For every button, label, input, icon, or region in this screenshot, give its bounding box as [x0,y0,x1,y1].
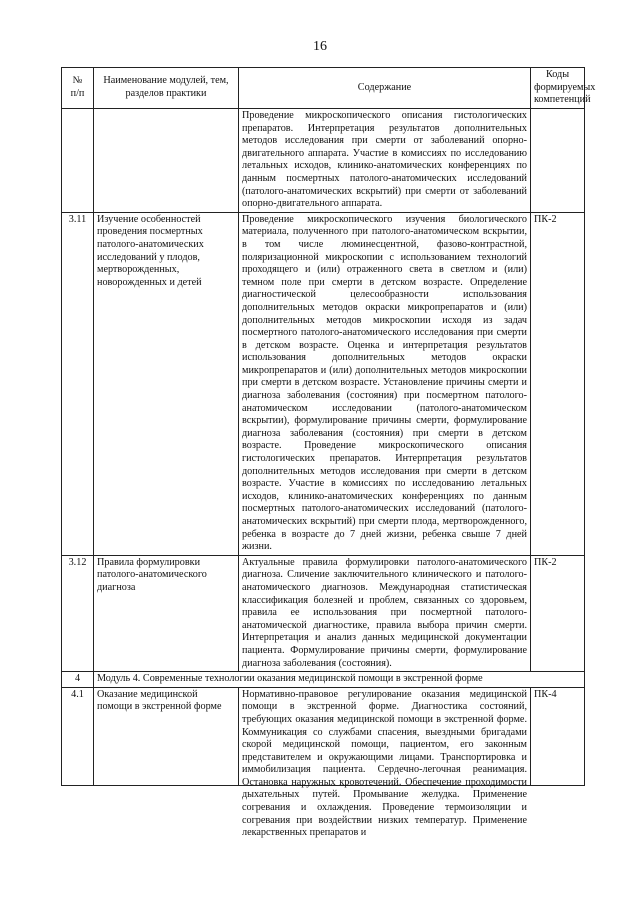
row-name [94,109,239,213]
header-content: Содержание [239,68,531,109]
row-name: Оказание медицинской помощи в экстренной форме [94,687,239,785]
header-num: № п/п [62,68,94,109]
header-name: Наименование модулей, тем, разделов практики [94,68,239,109]
row-name: Правила формулировки патолого-анатомического диагноза [94,555,239,671]
row-num: 4.1 [62,687,94,785]
row-num: 3.12 [62,555,94,671]
row-content-text: Нормативно-правовое регулирование оказания медицинской помощи в экстренной форме. Диагностика состояний, требующих оказания медицинской помощи в экстренной форме. Коммуникация со службами спасения, выездными бригадами скорой медицинской помощи, пациентом, его законным представителем и окружающими лицами. Транспортировка и иммобилизация пациента. Сердечно-легочная реанимация. Остановка наружных кровотечений. Обеспечение проходимости дыхательных путей. Промывание желудка. Применение согревания и охлаждения. Проведение термоизоляции и согревания при воздействии низких температур. Применение лекарственных препаратов и [242,688,527,839]
row-num [62,109,94,213]
row-name: Изучение особенностей проведения посмертных патолого-анатомических исследований у плодов, мертворожденных, новорожденных и детей [94,212,239,555]
row-code: ПК-2 [531,212,585,555]
module-row [62,672,585,688]
row-content: Проведение микроскопического описания гистологических препаратов. Интерпретация результатов дополнительных методов исследования при смерти от заболеваний опорно-двигательного аппарата. Участие в комиссиях по исследованию летальных исходов, клинико-анатомических конференциях по данным посмертных патолого-анатомических исследований (патолого-анатомических вскрытий) при смерти от заболеваний опорно-двигательного аппарата. [239,109,531,213]
row-num: 3.11 [62,212,94,555]
table-header-row [62,68,585,109]
module-title: Модуль 4. Современные технологии оказания медицинской помощи в экстренной форме [94,672,585,688]
table-row [62,687,585,785]
practice-program-table [61,67,596,839]
page-number: 16 [313,39,327,54]
row-code [531,109,585,213]
row-content: Актуальные правила формулировки патолого-анатомического диагноза. Сличение заключительного клинического и патолого-анатомического диагнозов. Международная статистическая классификация болезней и проблем, связанных со здоровьем, правила ее использования при посмертной патолого-анатомической диагностике, правила выбора причин смерти. Интерпретация и анализ данных медицинской документации пациента. Формулирование причины смерти, формулирование диагноза заболевания (состояния). [239,555,531,671]
module-num: 4 [62,672,94,688]
table-row [62,109,585,213]
row-content [239,687,531,839]
row-content: Проведение микроскопического изучения биологического материала, полученного при патолого-анатомическом вскрытии, в том числе люминесцентной, фазово-контрастной, поляризационной микроскопии с использованием технологий проходящего и (или) отраженного света в светлом и (или) темном поле при смерти в детском возрасте. Определение диагностической целесообразности использования дополнительных методов окраски микропрепаратов и (или) дополнительных методов микроскопии исходя из задач посмертного патолого-анатомического исследования при смерти в детском возрасте. Оценка и интерпретация результатов использования дополнительных методов окраски микропрепаратов и (или) дополнительных методов микроскопии при смерти в детском возрасте. Установление причины смерти и диагноза заболевания (состояния) при посмертном патолого-анатомическом исследовании (патолого-анатомическом вскрытии), формулирование причины смерти, формулирование диагноза заболевания (состояния) при смерти в детском возрасте. Проведение микроскопического описания гистологических препаратов. Интерпретация результатов дополнительных методов исследования при смерти в детском возрасте. Участие в комиссиях по исследованию летальных исходов, клинико-анатомических конференциях по данным посмертных патолого-анатомических исследований (патолого-анатомических вскрытий) при смерти плода, мертворожденного, ребенка в возрасте до 7 дней жизни, ребенка свыше 7 дней жизни. [239,212,531,555]
table-row [62,555,585,671]
header-codes: Коды формируемых компетенций [531,68,585,109]
row-code: ПК-4 [531,687,585,785]
table-row [62,212,585,555]
row-code: ПК-2 [531,555,585,671]
